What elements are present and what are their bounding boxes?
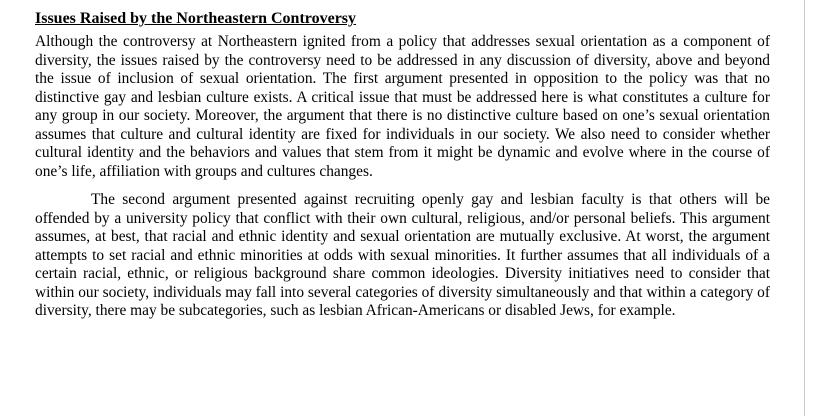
paragraph-2: The second argument presented against recruiting openly gay and lesbian faculty is that others will be offended by a university policy that conflict with their own cultural, religious, and/or personal beliefs. This argument assumes, at best, that racial and ethnic identity and sexual orientation are mutually exclusive. At worst, the argument attempts to set racial and ethnic minorities at odds with sexual minorities. It further assumes that all individuals of a certain racial, ethnic, or religious background share common ideologies. Diversity initiatives need to consider that within our society, individuals may fall into several categories of diversity simultaneously and that within a category of diversity, there may be subcategories, such as lesbian African-Americans or disabled Jews, for example.	[35, 191, 770, 319]
section-heading: Issues Raised by the Northeastern Controversy	[35, 10, 357, 27]
paragraph-1: Although the controversy at Northeastern ignited from a policy that addresses sexual orientation as a component of diversity, the issues raised by the controversy need to be addressed in any discussion of diversity, above and beyond the issue of inclusion of sexual orientation. The first argument presented in opposition to the policy was that no distinctive gay and lesbian culture exists. A critical issue that must be addressed here is what constitutes a culture for any group in our society. Moreover, the argument that there is no distinctive culture based on one’s sexual orientation assumes that culture and cultural identity are fixed for individuals in our society. We also need to consider whether cultural identity and the behaviors and values that stem from it might be dynamic and evolve where in the course of one’s life, affiliation with groups and cultures changes.	[35, 33, 770, 180]
page-edge-divider	[804, 0, 805, 416]
document-body	[35, 9, 770, 321]
